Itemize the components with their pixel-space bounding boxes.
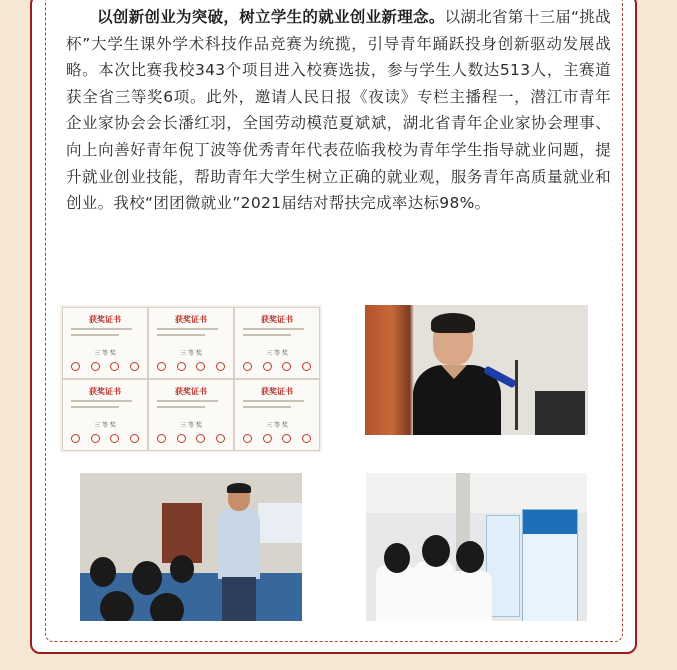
article-paragraph bbox=[66, 4, 611, 217]
certificate bbox=[148, 307, 234, 379]
certificate bbox=[234, 379, 320, 451]
certificate-title: 获奖证书 bbox=[261, 386, 293, 396]
certificate-title: 获奖证书 bbox=[175, 386, 207, 396]
job-fair-photo bbox=[366, 473, 587, 621]
article-body: 以湖北省第十三届“挑战杯”大学生课外学术科技作品竞赛为统揽，引导青年踊跃投身创新驱动发展战略。本次比赛我校343个项目进入校赛选拔，参与学生人数达513人，主赛道获全省三等奖6项。此外，邀请人民日报《夜读》专栏主播程一，潜江市青年企业家协会会长潘红羽，全国劳动模范夏斌斌，湖北省青年企业家协会理事、向上向善好青年倪丁波等优秀青年代表莅临我校为青年学生指导就业问题，提升就业创业技能，帮助青年大学生树立正确的就业观，服务青年高质量就业和创业。我校“团团微就业”2021届结对帮扶完成率达标98%。 bbox=[66, 8, 611, 213]
certificate bbox=[234, 307, 320, 379]
certificate-grade: 三 等 奖 bbox=[94, 422, 116, 429]
certificate bbox=[148, 379, 234, 451]
speaker-photo bbox=[365, 305, 588, 435]
certificates-photo bbox=[60, 305, 322, 452]
certificate-grade: 三 等 奖 bbox=[94, 350, 116, 357]
certificate-grade: 三 等 奖 bbox=[180, 350, 202, 357]
certificate-title: 获奖证书 bbox=[175, 314, 207, 324]
certificate-title: 获奖证书 bbox=[89, 386, 121, 396]
certificate-grade: 三 等 奖 bbox=[180, 422, 202, 429]
certificate bbox=[62, 379, 148, 451]
lead-sentence: 以创新创业为突破，树立学生的就业创业新理念。 bbox=[97, 8, 445, 26]
certificate-grade: 三 等 奖 bbox=[266, 422, 288, 429]
certificate bbox=[62, 307, 148, 379]
certificate-title: 获奖证书 bbox=[89, 314, 121, 324]
certificate-title: 获奖证书 bbox=[261, 314, 293, 324]
certificate-grade: 三 等 奖 bbox=[266, 350, 288, 357]
classroom-photo bbox=[80, 473, 302, 621]
